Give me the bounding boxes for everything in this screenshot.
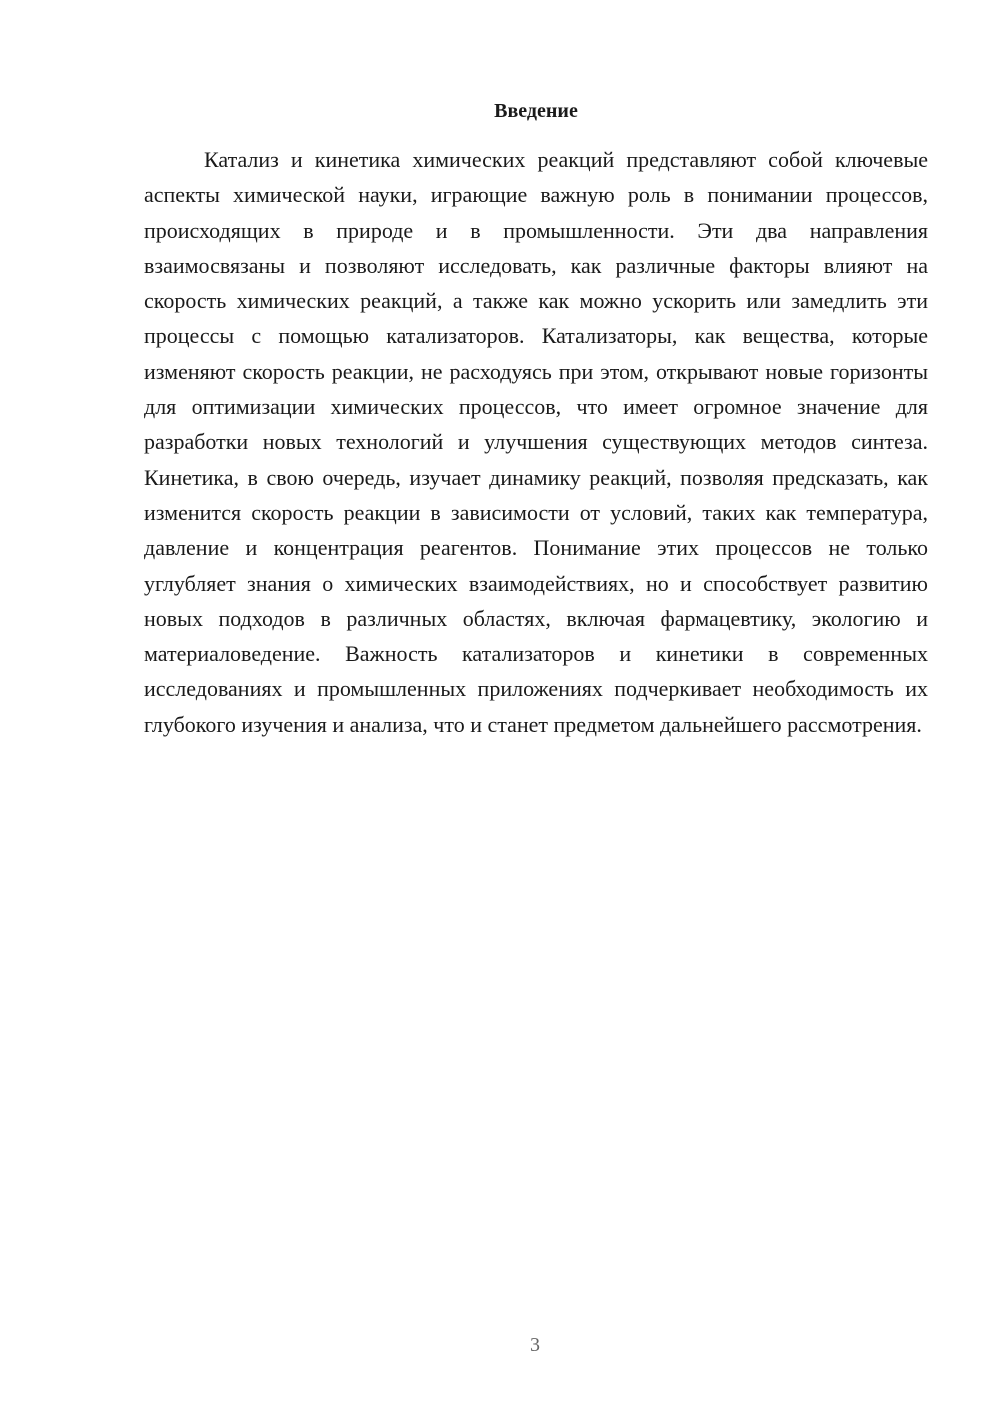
section-heading: Введение (494, 100, 578, 122)
intro-paragraph: Катализ и кинетика химических реакций представляют собой ключевые аспекты химической науки, играющие важную роль в понимании процессов, происходящих в природе и в промышленности. Эти два направления взаимосвязаны и позволяют исследовать, как различные факторы влияют на скорость химических реакций, а также как можно ускорить или замедлить эти процессы с помощью катализаторов. Катализаторы, как вещества, которые изменяют скорость реакции, не расходуясь при этом, открывают новые горизонты для оптимизации химических процессов, что имеет огромное значение для разработки новых технологий и улучшения существующих методов синтеза. Кинетика, в свою очередь, изучает динамику реакций, позволяя предсказать, как изменится скорость реакции в зависимости от условий, таких как температура, давление и концентрация реагентов. Понимание этих процессов не только углубляет знания о химических взаимодействиях, но и способствует развитию новых подходов в различных областях, включая фармацевтику, экологию и материаловедение. Важность катализаторов и кинетики в современных исследованиях и промышленных приложениях подчеркивает необходимость их глубокого изучения и анализа, что и станет предметом дальнейшего рассмотрения. (144, 147, 928, 737)
page-number: 3 (530, 1334, 540, 1356)
